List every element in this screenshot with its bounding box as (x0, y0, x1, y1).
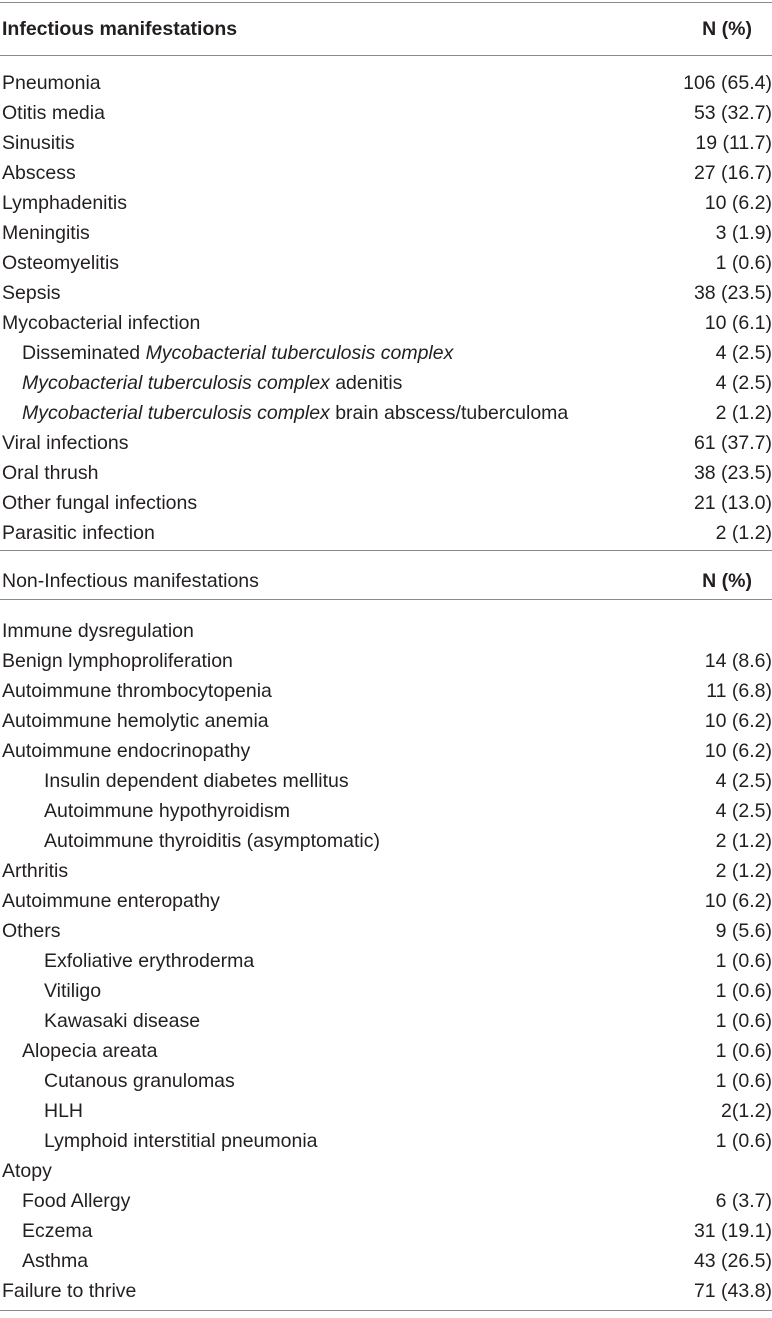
bottom-rule (0, 1310, 772, 1311)
row-value: 2 (1.2) (715, 522, 772, 544)
table-row (0, 856, 772, 886)
table-row (0, 458, 772, 488)
row-value: 21 (13.0) (693, 492, 772, 514)
row-value: 1 (0.6) (715, 950, 772, 972)
table-row (0, 616, 772, 646)
row-label: Others (2, 920, 61, 942)
row-value: 14 (8.6) (704, 650, 772, 672)
row-value: 3 (1.9) (715, 222, 772, 244)
table-row (0, 916, 772, 946)
row-label: Osteomyelitis (2, 252, 120, 274)
row-value: 10 (6.2) (704, 890, 772, 912)
table-row (0, 158, 772, 188)
table-row (0, 706, 772, 736)
row-value: 6 (3.7) (715, 1190, 772, 1212)
row-label-post: adenitis (329, 372, 403, 394)
row-value: 4 (2.5) (715, 770, 772, 792)
table-row (0, 736, 772, 766)
row-label: Kawasaki disease (44, 1010, 201, 1032)
table-row (0, 1096, 772, 1126)
table-row (0, 1156, 772, 1186)
row-value: 61 (37.7) (693, 432, 772, 454)
row-value: 1 (0.6) (715, 1040, 772, 1062)
noninfectious-header-row (0, 564, 772, 598)
table-row (0, 1246, 772, 1276)
table-row (0, 766, 772, 796)
row-label: Lymphoid interstitial pneumonia (44, 1130, 318, 1152)
row-label: Lymphadenitis (2, 192, 128, 214)
row-value: 2 (1.2) (715, 860, 772, 882)
infectious-header-value: N (%) (702, 18, 752, 40)
row-value: 1 (0.6) (715, 1130, 772, 1152)
row-label: Atopy (2, 1160, 52, 1182)
row-label-pre: Disseminated (22, 342, 146, 364)
row-label: Oral thrush (2, 462, 99, 484)
row-label: Eczema (22, 1220, 93, 1242)
row-label-italic: Mycobacterial tuberculosis complex (22, 372, 330, 394)
row-label: Benign lymphoproliferation (2, 650, 233, 672)
row-value: 2 (1.2) (715, 402, 772, 424)
table-row (0, 1036, 772, 1066)
row-label: Arthritis (2, 860, 69, 882)
row-label: Autoimmune enteropathy (2, 890, 220, 912)
row-value: 2(1.2) (721, 1100, 772, 1122)
table-row (0, 676, 772, 706)
row-value: 31 (19.1) (693, 1220, 772, 1242)
table-row (0, 218, 772, 248)
row-label (22, 368, 402, 398)
table-row (0, 826, 772, 856)
section-divider-rule (0, 550, 772, 551)
row-label: Cutanous granulomas (44, 1070, 235, 1092)
row-label: Asthma (22, 1250, 89, 1272)
table-row (0, 248, 772, 278)
row-value: 11 (6.8) (706, 680, 772, 702)
row-value: 2 (1.2) (715, 830, 772, 852)
row-label-italic: Mycobacterial tuberculosis complex (145, 342, 454, 364)
table-row (0, 428, 772, 458)
table-row (0, 488, 772, 518)
row-label: Food Allergy (22, 1190, 131, 1212)
row-value: 1 (0.6) (715, 1070, 772, 1092)
table-row (0, 1216, 772, 1246)
row-value: 9 (5.6) (715, 920, 772, 942)
table-row (0, 886, 772, 916)
table-row (0, 518, 772, 548)
row-value: 27 (16.7) (693, 162, 772, 184)
table-row (0, 398, 772, 428)
row-label: Sepsis (2, 282, 61, 304)
table-row (0, 188, 772, 218)
table-row (0, 646, 772, 676)
row-label: Meningitis (2, 222, 90, 244)
row-value: 71 (43.8) (693, 1280, 772, 1302)
row-label: Autoimmune hypothyroidism (44, 800, 291, 822)
table-row (0, 976, 772, 1006)
row-label: Mycobacterial infection (2, 312, 201, 334)
row-label: Immune dysregulation (2, 620, 194, 642)
table-row (0, 98, 772, 128)
top-rule (0, 2, 772, 3)
table-row (0, 1066, 772, 1096)
table-row (0, 338, 772, 368)
row-value: 38 (23.5) (693, 282, 772, 304)
table-row (0, 68, 772, 98)
table-row (0, 128, 772, 158)
row-value: 4 (2.5) (715, 342, 772, 364)
row-label: Alopecia areata (22, 1040, 158, 1062)
table-row (0, 796, 772, 826)
row-value: 1 (0.6) (715, 1010, 772, 1032)
row-label: Autoimmune thrombocytopenia (2, 680, 272, 702)
table-row (0, 1186, 772, 1216)
table-row (0, 1006, 772, 1036)
table-row (0, 1276, 772, 1306)
row-label-post: brain abscess/tuberculoma (329, 402, 569, 424)
infectious-header-rule (0, 55, 772, 56)
row-label: HLH (44, 1100, 84, 1122)
row-label (22, 398, 568, 428)
row-label-italic: Mycobacterial tuberculosis complex (22, 402, 330, 424)
row-label: Autoimmune hemolytic anemia (2, 710, 269, 732)
table-row (0, 1126, 772, 1156)
row-label: Failure to thrive (2, 1280, 137, 1302)
row-value: 19 (11.7) (695, 132, 772, 154)
row-label: Autoimmune endocrinopathy (2, 740, 251, 762)
row-label: Parasitic infection (2, 522, 155, 544)
infectious-header-row (0, 12, 772, 46)
row-value: 10 (6.2) (704, 740, 772, 762)
row-value: 10 (6.2) (704, 192, 772, 214)
row-value: 1 (0.6) (715, 980, 772, 1002)
row-value: 53 (32.7) (693, 102, 772, 124)
row-value: 1 (0.6) (715, 252, 772, 274)
table-row (0, 308, 772, 338)
row-value: 106 (65.4) (683, 72, 772, 94)
row-label: Viral infections (2, 432, 129, 454)
infectious-header-label: Infectious manifestations (2, 18, 238, 40)
row-label: Abscess (2, 162, 76, 184)
row-label: Insulin dependent diabetes mellitus (44, 770, 349, 792)
row-label: Otitis media (2, 102, 105, 124)
row-value: 43 (26.5) (693, 1250, 772, 1272)
row-label: Other fungal infections (2, 492, 198, 514)
noninfectious-header-label: Non-Infectious manifestations (2, 570, 259, 592)
row-label: Pneumonia (2, 72, 101, 94)
noninfectious-header-rule (0, 599, 772, 600)
row-label (22, 338, 453, 368)
row-value: 4 (2.5) (715, 800, 772, 822)
row-value: 38 (23.5) (693, 462, 772, 484)
row-value: 10 (6.2) (704, 710, 772, 732)
row-label: Exfoliative erythroderma (44, 950, 255, 972)
row-label: Vitiligo (44, 980, 102, 1002)
noninfectious-header-value: N (%) (702, 570, 752, 592)
row-value: 4 (2.5) (715, 372, 772, 394)
table-row (0, 368, 772, 398)
row-value: 10 (6.1) (704, 312, 772, 334)
row-label: Sinusitis (2, 132, 75, 154)
table-row (0, 946, 772, 976)
row-label: Autoimmune thyroiditis (asymptomatic) (44, 830, 380, 852)
table-row (0, 278, 772, 308)
